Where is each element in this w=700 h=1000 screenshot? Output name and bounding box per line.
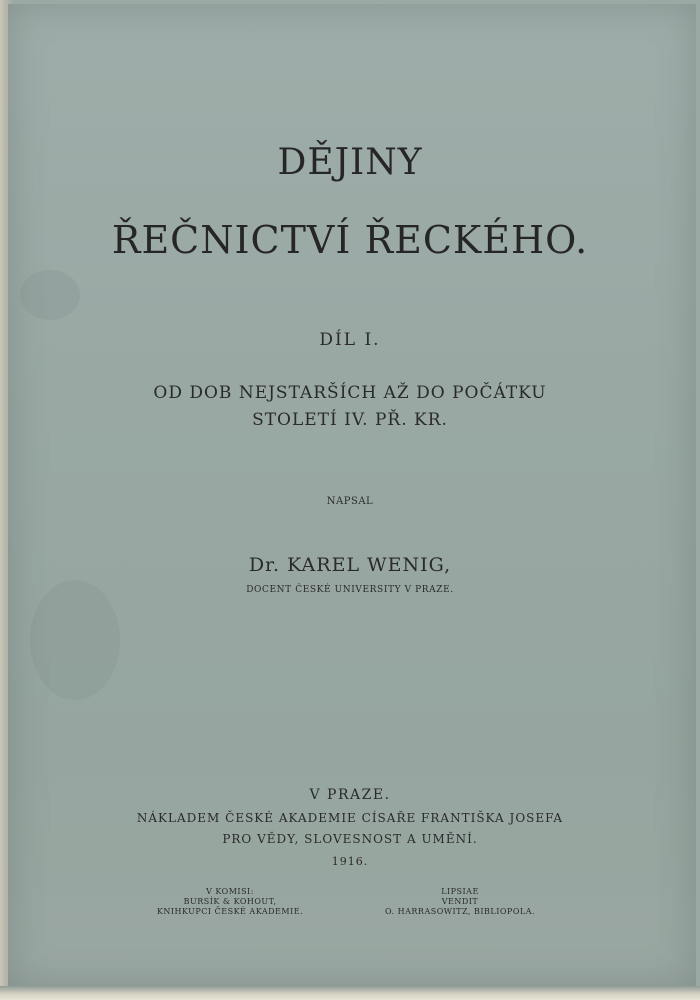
commission-line-3: KNIHKUPCI ČESKÉ AKADEMIE. (156, 907, 304, 916)
paper-stain (30, 580, 120, 700)
subtitle-line-1: OD DOB NEJSTARŠÍCH AŽ DO POČÁTKU (153, 383, 547, 403)
leipzig-line-3: O. HARRASOWITZ, BIBLIOPOLA. (384, 907, 536, 916)
publisher-line-2: PRO VĚDY, SLOVESNOST A UMĚNÍ. (222, 832, 478, 846)
leipzig-line-2: VENDIT (441, 897, 479, 906)
commission-block (110, 887, 350, 917)
paper-stain (20, 270, 80, 320)
publication-city: V PRAZE. (309, 787, 391, 803)
title-line-2: ŘEČNICTVÍ ŘECKÉHO. (111, 218, 589, 262)
bottom-edge (0, 986, 700, 1000)
leipzig-block (340, 887, 580, 917)
publisher-line-1: NÁKLADEM ČESKÉ AKADEMIE CÍSAŘE FRANTIŠKA JOSEFA (136, 811, 564, 825)
author-title: DOCENT ČESKÉ UNIVERSITY V PRAZE. (246, 585, 454, 595)
subtitle-line-2: STOLETÍ IV. PŘ. KR. (252, 410, 448, 430)
commission-line-1: V KOMISI: (206, 887, 254, 896)
written-by-label: NAPSAL (326, 496, 374, 507)
commission-line-2: BURSÍK & KOHOUT, (183, 897, 277, 906)
publication-year: 1916. (331, 855, 369, 868)
author-name: Dr. KAREL WENIG, (248, 554, 452, 576)
leipzig-line-1: LIPSIAE (441, 887, 479, 896)
volume-label: DÍL I. (319, 330, 381, 350)
title-line-1: DĚJINY (277, 142, 423, 183)
